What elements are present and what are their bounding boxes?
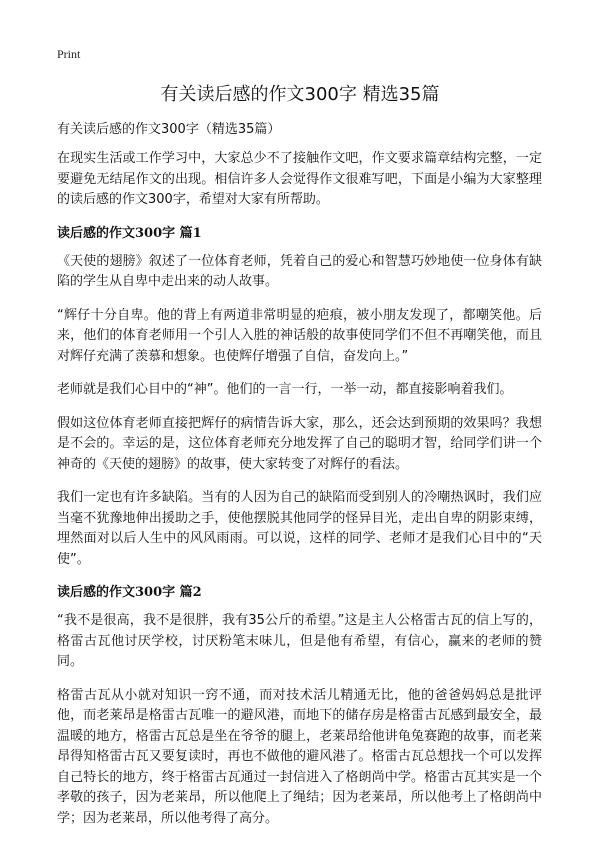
paragraph: “我不是很高，我不是很胖，我有35公斤的希望。”这是主人公格雷古瓦的信上写的，格雷古瓦他讨厌学校，讨厌粉笔末味儿，但是他有希望，有信心，赢来的老师的赞同。: [57, 613, 542, 669]
paragraph: 假如这位体育老师直接把辉仔的病情告诉大家，那么，还会达到预期的效果吗？我想是不会的。幸运的是，这位体育老师充分地发挥了自己的聪明才智，给同学们讲一个神奇的《天使的翅膀》的故事，使大家转变了对辉仔的看法。: [57, 415, 542, 472]
print-label[interactable]: Print: [57, 47, 81, 61]
paragraph: “辉仔十分自卑。他的背上有两道非常明显的疤痕，被小朋友发现了，都嘲笑他。后来，他们的体育老师用一个引人入胜的神话般的故事使同学们不但不再嘲笑他，而且对辉仔充满了羡慕和想象。也使辉仔增强了自信，奋发向上。”: [57, 307, 542, 364]
paragraph: 格雷古瓦从小就对知识一窍不通，而对技术活儿精通无比，他的爸爸妈妈总是批评他，而老莱昂是格雷古瓦唯一的避风港，而地下的储存房是格雷古瓦感到最安全，最温暖的地方，格雷古瓦总是坐在爷爷的腿上，老莱昂给他讲龟兔赛跑的故事，而老莱昂得知格雷古瓦又要复读时，再也不做他的避风港了。格雷古瓦总想找一个可以发挥自己特长的地方，终于格雷古瓦通过一封信进入了格朗尚中学。格雷古瓦其实是一个孝敬的孩子，因为老莱昂，所以他爬上了绳结；因为老莱昂，所以他考上了格朗尚中学；因为老莱昂，所以他考得了高分。: [57, 687, 542, 826]
paragraph: 我们一定也有许多缺陷。当有的人因为自己的缺陷而受到别人的冷嘲热讽时，我们应当毫不犹豫地伸出援助之手，使他摆脱其他同学的怪异目光，走出自卑的阴影束缚，埋然面对以后人生中的风风雨雨。可以说，这样的同学、老师才是我们心目中的“天使”。: [57, 490, 542, 567]
paragraph: 《天使的翅膀》叙述了一位体育老师，凭着自己的爱心和智慧巧妙地使一位身体有缺陷的学生从自卑中走出来的动人故事。: [57, 253, 542, 289]
section-heading: 读后感的作文300字 篇2: [57, 585, 202, 600]
article-subtitle: 有关读后感的作文300字（精选35篇）: [57, 122, 281, 137]
intro-paragraph: 在现实生活或工作学习中，大家总少不了接触作文吧，作文要求篇章结构完整，一定要避免无结尾作文的出现。相信许多人会觉得作文很难写吧，下面是小编为大家整理的读后感的作文300字，希望对大家有所帮助。: [57, 151, 542, 207]
article-body: [57, 121, 542, 842]
section-heading: 读后感的作文300字 篇1: [57, 225, 202, 241]
paragraph: 老师就是我们心目中的“神”。他们的一言一行，一举一动，都直接影响着我们。: [57, 382, 513, 397]
page-title: 有关读后感的作文300字 精选35篇: [160, 84, 440, 105]
